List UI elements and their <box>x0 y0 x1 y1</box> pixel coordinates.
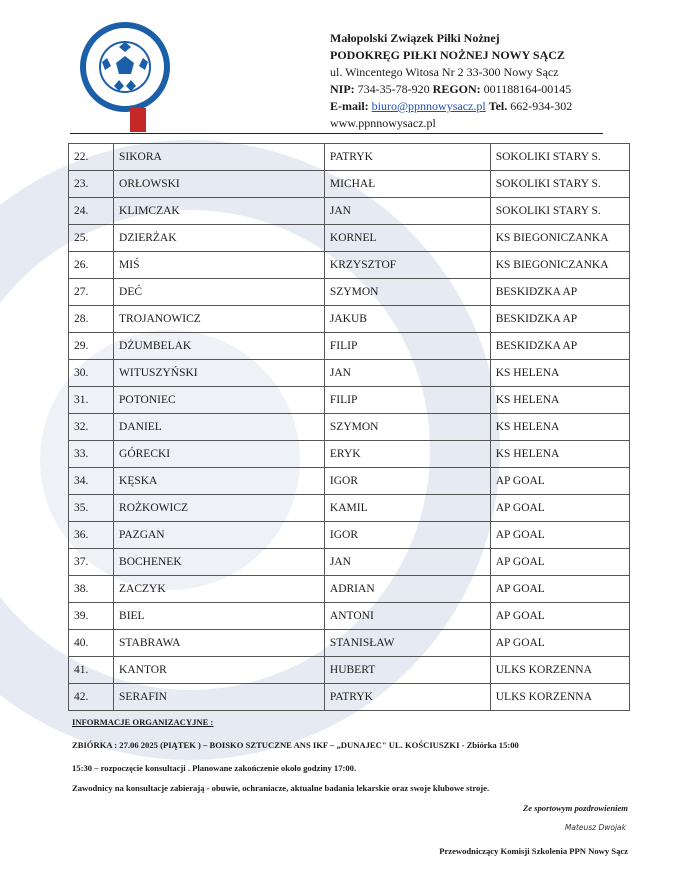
player-club: BESKIDZKA AP <box>490 333 629 360</box>
player-number: 31. <box>69 387 114 414</box>
letterhead <box>330 30 572 132</box>
player-surname: PAZGAN <box>114 522 325 549</box>
player-first-name: ANTONI <box>324 603 490 630</box>
players-table <box>68 143 630 711</box>
email-label: E-mail: <box>330 99 369 113</box>
player-first-name: PATRYK <box>324 144 490 171</box>
regon-label: REGON: <box>432 82 481 96</box>
table-row <box>69 171 630 198</box>
player-surname: KANTOR <box>114 657 325 684</box>
contact <box>330 98 572 115</box>
table-row <box>69 198 630 225</box>
logo-ribbon <box>130 108 146 132</box>
player-club: AP GOAL <box>490 576 629 603</box>
player-club: AP GOAL <box>490 549 629 576</box>
player-first-name: JAN <box>324 198 490 225</box>
player-surname: ROŻKOWICZ <box>114 495 325 522</box>
table-row <box>69 603 630 630</box>
player-surname: DZIERŻAK <box>114 225 325 252</box>
player-surname: GÓRECKI <box>114 441 325 468</box>
address: ul. Wincentego Witosa Nr 2 33-300 Nowy Sącz <box>330 65 559 79</box>
player-number: 34. <box>69 468 114 495</box>
player-first-name: FILIP <box>324 387 490 414</box>
player-number: 30. <box>69 360 114 387</box>
table-row <box>69 279 630 306</box>
player-surname: MIŚ <box>114 252 325 279</box>
table-row <box>69 657 630 684</box>
player-first-name: IGOR <box>324 468 490 495</box>
email-link[interactable]: biuro@ppnnowysacz.pl <box>371 99 486 113</box>
player-surname: KLIMCZAK <box>114 198 325 225</box>
table-row <box>69 576 630 603</box>
table-row <box>69 252 630 279</box>
player-number: 40. <box>69 630 114 657</box>
tax-ids <box>330 81 572 98</box>
player-number: 38. <box>69 576 114 603</box>
info-equipment: Zawodnicy na konsultacje zabierają - obuwie, ochraniacze, aktualne badania lekarskie oraz swoje klubowe stroje. <box>72 783 490 793</box>
closing-greeting: Ze sportowym pozdrowieniem <box>522 803 628 813</box>
player-surname: POTONIEC <box>114 387 325 414</box>
player-club: KS HELENA <box>490 387 629 414</box>
player-club: AP GOAL <box>490 495 629 522</box>
player-first-name: KAMIL <box>324 495 490 522</box>
player-first-name: ERYK <box>324 441 490 468</box>
table-row <box>69 630 630 657</box>
player-number: 22. <box>69 144 114 171</box>
player-surname: STABRAWA <box>114 630 325 657</box>
player-surname: DEĆ <box>114 279 325 306</box>
player-surname: ZACZYK <box>114 576 325 603</box>
player-club: AP GOAL <box>490 630 629 657</box>
player-surname: KĘSKA <box>114 468 325 495</box>
player-club: AP GOAL <box>490 468 629 495</box>
table-row <box>69 306 630 333</box>
players-table-body <box>69 144 630 711</box>
player-first-name: HUBERT <box>324 657 490 684</box>
player-number: 37. <box>69 549 114 576</box>
table-row <box>69 522 630 549</box>
table-row <box>69 414 630 441</box>
table-row <box>69 387 630 414</box>
player-club: KS HELENA <box>490 360 629 387</box>
player-club: AP GOAL <box>490 603 629 630</box>
player-club: SOKOLIKI STARY S. <box>490 198 629 225</box>
signatory-title: Przewodniczący Komisji Szkolenia PPN Nowy Sącz <box>439 846 628 856</box>
nip-value: 734-35-78-920 <box>357 82 430 96</box>
player-club: KS BIEGONICZANKA <box>490 225 629 252</box>
nip-label: NIP: <box>330 82 355 96</box>
table-row <box>69 684 630 711</box>
tel-label: Tel. <box>488 99 508 113</box>
player-number: 26. <box>69 252 114 279</box>
player-club: BESKIDZKA AP <box>490 306 629 333</box>
header-divider <box>70 133 603 134</box>
player-first-name: KRZYSZTOF <box>324 252 490 279</box>
website: www.ppnnowysacz.pl <box>330 116 436 130</box>
player-club: SOKOLIKI STARY S. <box>490 144 629 171</box>
player-first-name: ADRIAN <box>324 576 490 603</box>
player-number: 36. <box>69 522 114 549</box>
player-first-name: SZYMON <box>324 279 490 306</box>
player-first-name: SZYMON <box>324 414 490 441</box>
player-number: 41. <box>69 657 114 684</box>
info-schedule: 15:30 – rozpoczęcie konsultacji . Planowane zakończenie około godziny 17:00. <box>72 763 357 773</box>
player-first-name: KORNEL <box>324 225 490 252</box>
table-row <box>69 360 630 387</box>
player-first-name: JAN <box>324 360 490 387</box>
player-surname: SERAFIN <box>114 684 325 711</box>
player-club: KS HELENA <box>490 441 629 468</box>
player-surname: ORŁOWSKI <box>114 171 325 198</box>
table-row <box>69 468 630 495</box>
player-number: 39. <box>69 603 114 630</box>
player-club: ULKS KORZENNA <box>490 657 629 684</box>
player-first-name: STANISŁAW <box>324 630 490 657</box>
player-club: KS HELENA <box>490 414 629 441</box>
table-row <box>69 549 630 576</box>
player-number: 24. <box>69 198 114 225</box>
player-number: 25. <box>69 225 114 252</box>
player-first-name: FILIP <box>324 333 490 360</box>
player-club: KS BIEGONICZANKA <box>490 252 629 279</box>
player-number: 23. <box>69 171 114 198</box>
federation-logo <box>80 22 170 112</box>
table-row <box>69 225 630 252</box>
player-number: 33. <box>69 441 114 468</box>
player-club: BESKIDZKA AP <box>490 279 629 306</box>
player-surname: TROJANOWICZ <box>114 306 325 333</box>
signature: Mateusz Dwojak <box>564 823 626 832</box>
player-surname: SIKORA <box>114 144 325 171</box>
table-row <box>69 441 630 468</box>
football-icon <box>86 28 164 106</box>
player-number: 27. <box>69 279 114 306</box>
info-meeting: ZBIÓRKA : 27.06 2025 (PIĄTEK ) – BOISKO SZTUCZNE ANS IKF – „DUNAJEC" UL. KOŚCIUSZKI - Zbiórka 15:00 <box>72 740 519 750</box>
player-surname: BOCHENEK <box>114 549 325 576</box>
player-surname: DŻUMBELAK <box>114 333 325 360</box>
org-name: PODOKRĘG PIŁKI NOŻNEJ NOWY SĄCZ <box>330 48 565 62</box>
player-club: ULKS KORZENNA <box>490 684 629 711</box>
player-first-name: JAKUB <box>324 306 490 333</box>
player-club: SOKOLIKI STARY S. <box>490 171 629 198</box>
table-row <box>69 333 630 360</box>
regon-value: 001188164-00145 <box>483 82 572 96</box>
player-first-name: PATRYK <box>324 684 490 711</box>
player-surname: WITUSZYŃSKI <box>114 360 325 387</box>
player-number: 35. <box>69 495 114 522</box>
table-row <box>69 495 630 522</box>
player-surname: DANIEL <box>114 414 325 441</box>
player-club: AP GOAL <box>490 522 629 549</box>
player-first-name: IGOR <box>324 522 490 549</box>
player-surname: BIEL <box>114 603 325 630</box>
player-first-name: JAN <box>324 549 490 576</box>
federation-name: Małopolski Związek Piłki Nożnej <box>330 31 500 45</box>
player-number: 29. <box>69 333 114 360</box>
player-number: 28. <box>69 306 114 333</box>
player-number: 42. <box>69 684 114 711</box>
player-number: 32. <box>69 414 114 441</box>
tel-value: 662-934-302 <box>510 99 573 113</box>
info-title: INFORMACJE ORGANIZACYJNE : <box>72 717 214 727</box>
table-row <box>69 144 630 171</box>
player-first-name: MICHAŁ <box>324 171 490 198</box>
